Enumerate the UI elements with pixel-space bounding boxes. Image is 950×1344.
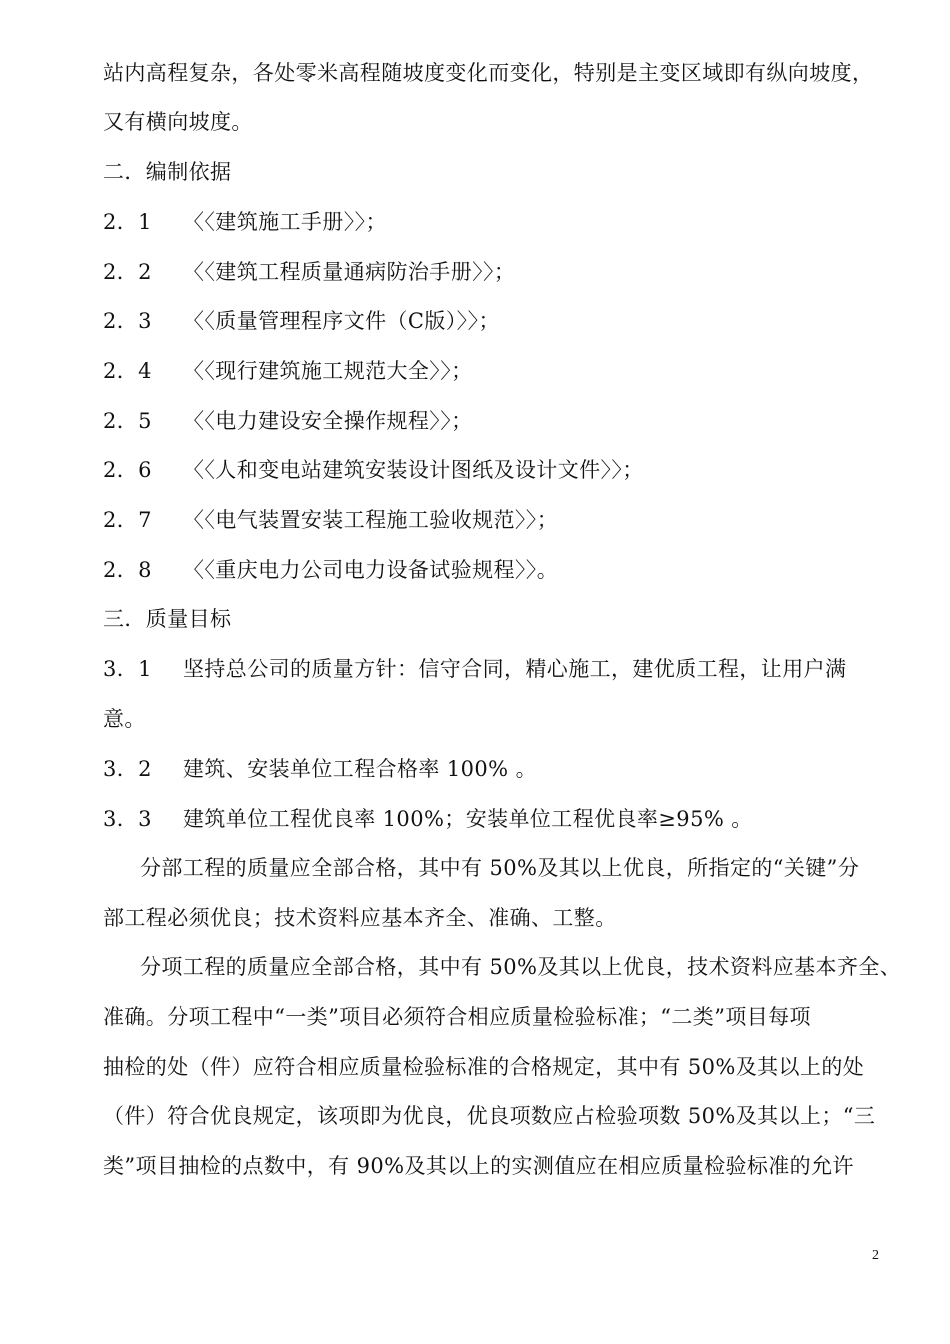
item-number: 2．5 [103,409,152,433]
reference-item [103,306,500,336]
goal-item-3 [103,804,753,834]
item-number: 2．2 [103,260,152,284]
paragraph-2-line-2: 准确。分项工程中“一类”项目必须符合相应质量检验标准；“二类”项目每项 [103,1005,811,1029]
item-number: 2．7 [103,508,152,532]
paragraph-1-line-1: 分部工程的质量应全部合格，其中有 50%及其以上优良，所指定的“关键”分 [140,856,860,880]
reference-item [103,356,473,386]
item-number: 2．6 [103,458,152,482]
reference-item [103,207,387,237]
item-text: 〈〈电力建设安全操作规程〉〉； [183,409,473,433]
goal-item-1 [103,654,846,684]
section-2-heading: 二．编制依据 [103,160,232,184]
item-text: 〈〈建筑工程质量通病防治手册〉〉； [183,260,516,284]
paragraph-2-line-1: 分项工程的质量应全部合格，其中有 50%及其以上优良，技术资料应基本齐全、 [140,955,902,979]
reference-item [103,257,515,287]
paragraph-2-line-3: 抽检的处（件）应符合相应质量检验标准的合格规定，其中有 50%及其以上的处 [103,1055,865,1079]
item-text: 〈〈人和变电站建筑安装设计图纸及设计文件〉〉； [183,458,644,482]
item-number: 3．3 [103,807,152,831]
paragraph-1-line-2: 部工程必须优良；技术资料应基本齐全、准确、工整。 [103,906,617,930]
reference-item [103,455,644,485]
goal-item-2 [103,754,537,784]
goal-item-1-continued: 意。 [103,707,146,731]
item-text: 〈〈建筑施工手册〉〉； [183,210,387,234]
item-number: 3．2 [103,757,152,781]
reference-item [103,406,473,436]
reference-item [103,505,558,535]
item-number: 2．4 [103,359,152,383]
intro-line-2: 又有横向坡度。 [103,110,253,134]
item-text: 〈〈电气装置安装工程施工验收规范〉〉； [183,508,559,532]
reference-item [103,555,558,585]
paragraph-2-line-4: （件）符合优良规定，该项即为优良，优良项数应占检验项数 50%及其以上；“三 [103,1104,876,1128]
item-text: 〈〈现行建筑施工规范大全〉〉； [183,359,473,383]
item-text: 〈〈重庆电力公司电力设备试验规程〉〉。 [183,558,559,582]
item-number: 2．3 [103,309,152,333]
item-number: 3．1 [103,657,152,681]
intro-line-1: 站内高程复杂，各处零米高程随坡度变化而变化，特别是主变区域即有纵向坡度， [103,61,874,85]
item-text: 〈〈质量管理程序文件（C版）〉〉； [183,309,500,333]
item-number: 2．8 [103,558,152,582]
item-text: 建筑单位工程优良率 100%；安装单位工程优良率≥95% 。 [183,807,753,831]
paragraph-2-line-5: 类”项目抽检的点数中，有 90%及其以上的实测值应在相应质量检验标准的允许 [103,1154,854,1178]
item-text: 坚持总公司的质量方针：信守合同，精心施工，建优质工程，让用户满 [183,657,847,681]
item-text: 建筑、安装单位工程合格率 100% 。 [183,757,537,781]
item-number: 2．1 [103,210,152,234]
section-3-heading: 三．质量目标 [103,607,232,631]
page-number: 2 [872,1248,879,1263]
